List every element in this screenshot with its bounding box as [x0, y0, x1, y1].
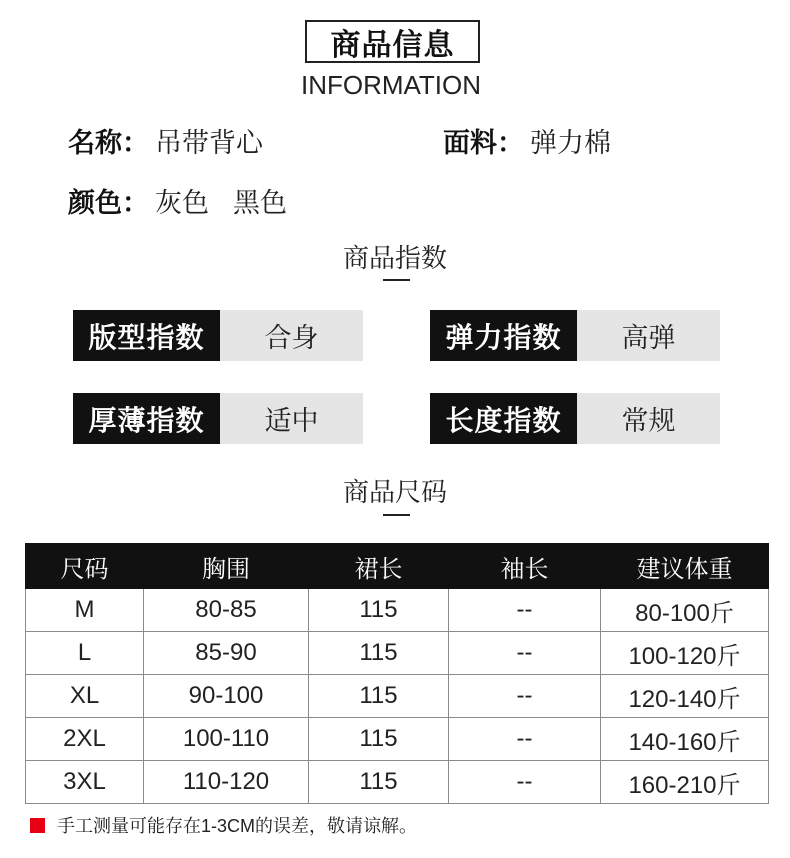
info-name-row — [68, 126, 263, 160]
table-cell: -- — [449, 761, 601, 804]
table-row — [26, 718, 769, 761]
index-item-elasticity — [430, 310, 720, 361]
info-fabric-row — [443, 126, 611, 160]
info-color-label: 颜色： — [68, 188, 149, 218]
table-row — [26, 589, 769, 632]
index-item-length — [430, 393, 720, 444]
info-color-row — [68, 186, 287, 220]
table-row — [26, 761, 769, 804]
info-fabric-label: 面料： — [443, 128, 524, 158]
table-cell: 100-110 — [144, 718, 309, 761]
index-label: 厚薄指数 — [73, 393, 220, 444]
table-cell: -- — [449, 632, 601, 675]
index-section-divider — [383, 279, 410, 281]
note-marker-icon — [30, 818, 45, 833]
table-cell: 100-120斤 — [601, 632, 769, 675]
table-cell: M — [26, 589, 144, 632]
info-name-label: 名称： — [68, 128, 149, 158]
index-label: 弹力指数 — [430, 310, 577, 361]
table-cell: 120-140斤 — [601, 675, 769, 718]
table-cell: 85-90 — [144, 632, 309, 675]
page-subtitle: INFORMATION — [300, 70, 482, 100]
size-section-title: 商品尺码 — [342, 477, 447, 507]
table-cell: 3XL — [26, 761, 144, 804]
index-label: 版型指数 — [73, 310, 220, 361]
page-title: 商品信息 — [305, 20, 480, 63]
table-cell: 160-210斤 — [601, 761, 769, 804]
index-item-fit — [73, 310, 363, 361]
table-cell: -- — [449, 675, 601, 718]
index-section-title: 商品指数 — [342, 243, 447, 273]
column-header-bust: 胸围 — [144, 544, 309, 589]
table-cell: 80-100斤 — [601, 589, 769, 632]
table-cell: 115 — [309, 718, 449, 761]
table-row — [26, 632, 769, 675]
table-cell: 80-85 — [144, 589, 309, 632]
table-cell: 115 — [309, 589, 449, 632]
info-color-value: 黑色 — [233, 188, 287, 218]
size-section-divider — [383, 514, 410, 516]
table-cell: 115 — [309, 675, 449, 718]
info-color-value: 灰色 — [155, 188, 209, 218]
info-name-value: 吊带背心 — [155, 128, 263, 158]
table-cell: 115 — [309, 632, 449, 675]
column-header-size: 尺码 — [26, 544, 144, 589]
table-cell: 110-120 — [144, 761, 309, 804]
measurement-note: 手工测量可能存在1-3CM的误差，敬请谅解。 — [57, 816, 418, 836]
table-cell: 115 — [309, 761, 449, 804]
table-cell: 2XL — [26, 718, 144, 761]
size-table — [25, 543, 769, 804]
column-header-dress-length: 裙长 — [309, 544, 449, 589]
index-value: 合身 — [220, 310, 363, 361]
index-value: 常规 — [577, 393, 720, 444]
table-cell: XL — [26, 675, 144, 718]
index-label: 长度指数 — [430, 393, 577, 444]
table-row — [26, 675, 769, 718]
column-header-sleeve-length: 袖长 — [449, 544, 601, 589]
table-cell: -- — [449, 589, 601, 632]
index-item-thickness — [73, 393, 363, 444]
table-header-row — [26, 544, 769, 589]
table-cell: -- — [449, 718, 601, 761]
table-cell: 140-160斤 — [601, 718, 769, 761]
table-cell: 90-100 — [144, 675, 309, 718]
column-header-weight: 建议体重 — [601, 544, 769, 589]
info-fabric-value: 弹力棉 — [530, 128, 611, 158]
index-value: 高弹 — [577, 310, 720, 361]
index-value: 适中 — [220, 393, 363, 444]
table-cell: L — [26, 632, 144, 675]
